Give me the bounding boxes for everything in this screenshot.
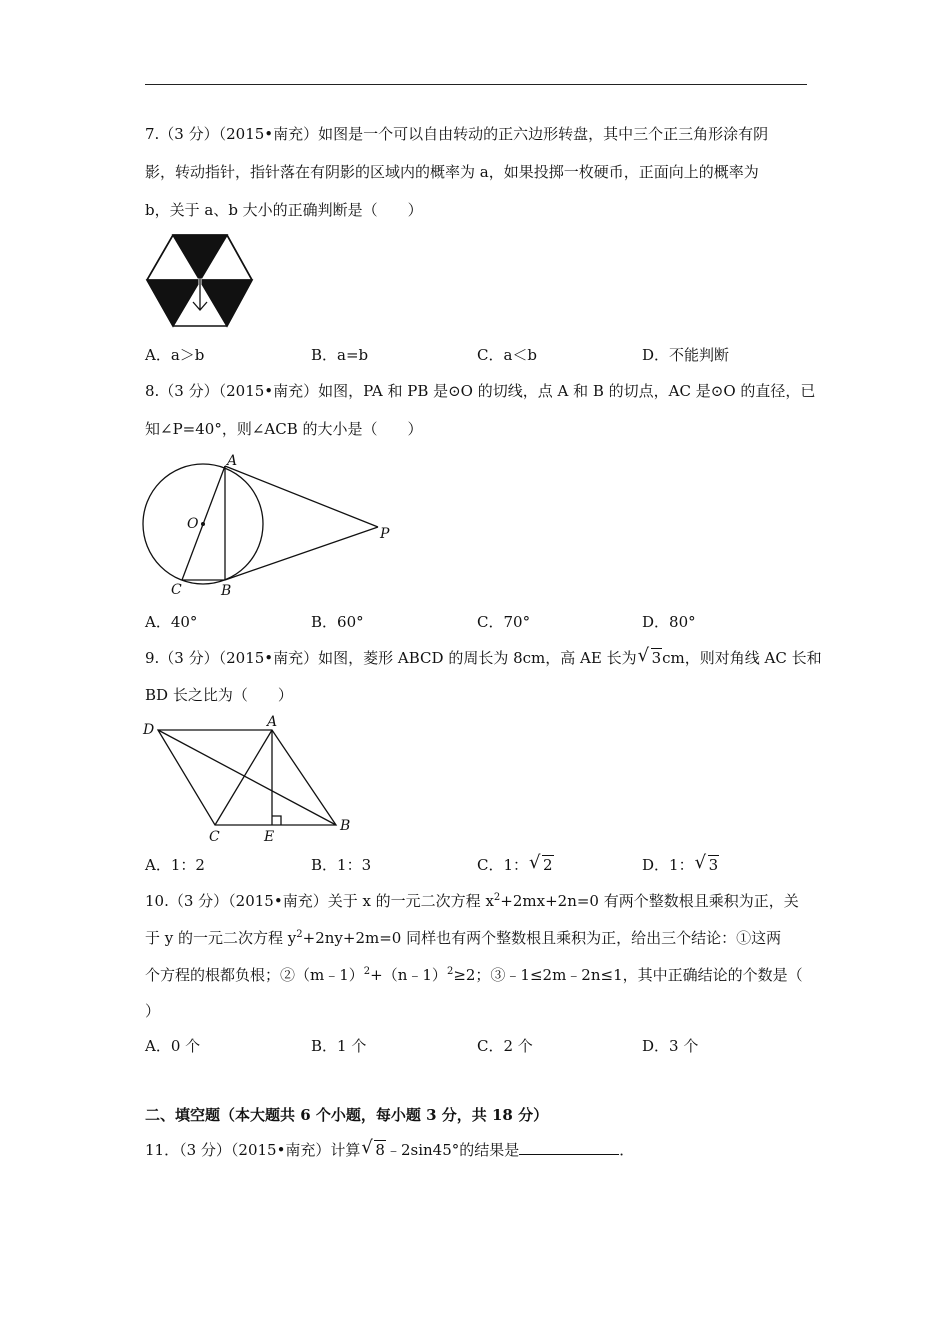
q8-option-c[interactable]: C．70° <box>477 613 531 631</box>
q7-text-line-2: 影，转动指针，指针落在有阴影的区域内的概率为 a，如果投掷一枚硬币，正面向上的概率为 <box>145 163 759 181</box>
label-d: D <box>143 722 155 738</box>
label-e: E <box>264 829 275 845</box>
q10-text-line-3: 个方程的根都负根；②（m﹣1）$^2$+（n﹣1）$^2$≥2；③﹣1≤2m﹣2n≤1，其中正确结论的个数是（ <box>145 966 803 984</box>
q11-text: 11．（3 分）（2015•南充）计算√ 8﹣2sin45°的结果是 ． <box>145 1140 634 1160</box>
q7-option-c[interactable]: C．a＜b <box>477 346 538 364</box>
q9-option-c[interactable]: C．1：√ 2 <box>477 855 554 875</box>
q9-option-a[interactable]: A．1：2 <box>145 856 205 874</box>
q7-options <box>145 345 807 365</box>
q7-option-a[interactable]: A．a＞b <box>145 346 205 364</box>
q10-text-line-4: ） <box>145 1002 161 1020</box>
circle-tangent-figure <box>135 448 405 603</box>
q7-text-line-1: 7.（3 分）（2015•南充）如图是一个可以自由转动的正六边形转盘，其中三个正三角形涂有阴 <box>145 125 769 143</box>
q8-text-line-2: 知∠P=40°，则∠ACB 的大小是（ ） <box>145 420 423 438</box>
q9-text-line-1 <box>145 648 822 668</box>
label-c: C <box>171 582 182 598</box>
sqrt-8-radical: √ 8 <box>361 1140 386 1160</box>
q9-option-b[interactable]: B．1：3 <box>311 856 372 874</box>
label-a: A <box>267 714 278 730</box>
q8-option-b[interactable]: B．60° <box>311 613 364 631</box>
sqrt-3-radical: √ 3 <box>638 648 663 668</box>
q10-option-a[interactable]: A．0 个 <box>145 1037 201 1055</box>
header-rule <box>145 84 807 85</box>
label-b: B <box>340 818 351 834</box>
q10-option-b[interactable]: B．1 个 <box>311 1037 367 1055</box>
sqrt-2-radical: √ 2 <box>529 855 554 875</box>
q10-option-d[interactable]: D．3 个 <box>642 1037 699 1055</box>
q8-options <box>145 612 807 632</box>
q10-options <box>145 1036 807 1056</box>
q9-text-post: cm，则对角线 AC 长和 <box>662 649 822 667</box>
sqrt-3-radical: √ 3 <box>695 855 720 875</box>
q10-text-line-2: 于 y 的一元二次方程 $y^2+2ny+2m=0$ 同样也有两个整数根且乘积为正，给出三个结论：①这两 <box>145 929 782 947</box>
q7-option-d[interactable]: D．不能判断 <box>642 346 730 364</box>
q7-option-b[interactable]: B．a=b <box>311 346 369 364</box>
label-o: O <box>187 516 199 532</box>
q9-text-pre: 9.（3 分）（2015•南充）如图，菱形 ABCD 的周长为 8cm，高 AE 长为 <box>145 649 637 667</box>
q10-option-c[interactable]: C．2 个 <box>477 1037 533 1055</box>
q8-text-line-1: 8.（3 分）（2015•南充）如图，PA 和 PB 是⊙O 的切线，点 A 和 B 的切点，AC 是⊙O 的直径，已 <box>145 382 816 400</box>
hexagon-spinner-figure <box>140 228 260 336</box>
label-b: B <box>221 583 232 599</box>
label-a: A <box>227 453 238 469</box>
q10-text-line-1: 10.（3 分）（2015•南充）关于 x 的一元二次方程 $x^2+2mx+2n=0$ 有两个整数根且乘积为正，关 <box>145 892 799 910</box>
q9-option-d[interactable]: D．1：√ 3 <box>642 855 719 875</box>
q8-option-a[interactable]: A．40° <box>145 613 198 631</box>
rhombus-figure <box>138 712 363 847</box>
label-p: P <box>380 526 390 542</box>
q9-text-line-2: BD 长之比为（ ） <box>145 686 293 704</box>
q7-text-line-3: b，关于 a、b 大小的正确判断是（ ） <box>145 201 423 219</box>
answer-blank[interactable] <box>519 1140 619 1155</box>
q8-option-d[interactable]: D．80° <box>642 613 696 631</box>
q9-options <box>145 855 807 875</box>
label-c: C <box>209 829 220 845</box>
section-heading: 二、填空题（本大题共 6 个小题，每小题 3 分，共 18 分） <box>145 1106 549 1124</box>
